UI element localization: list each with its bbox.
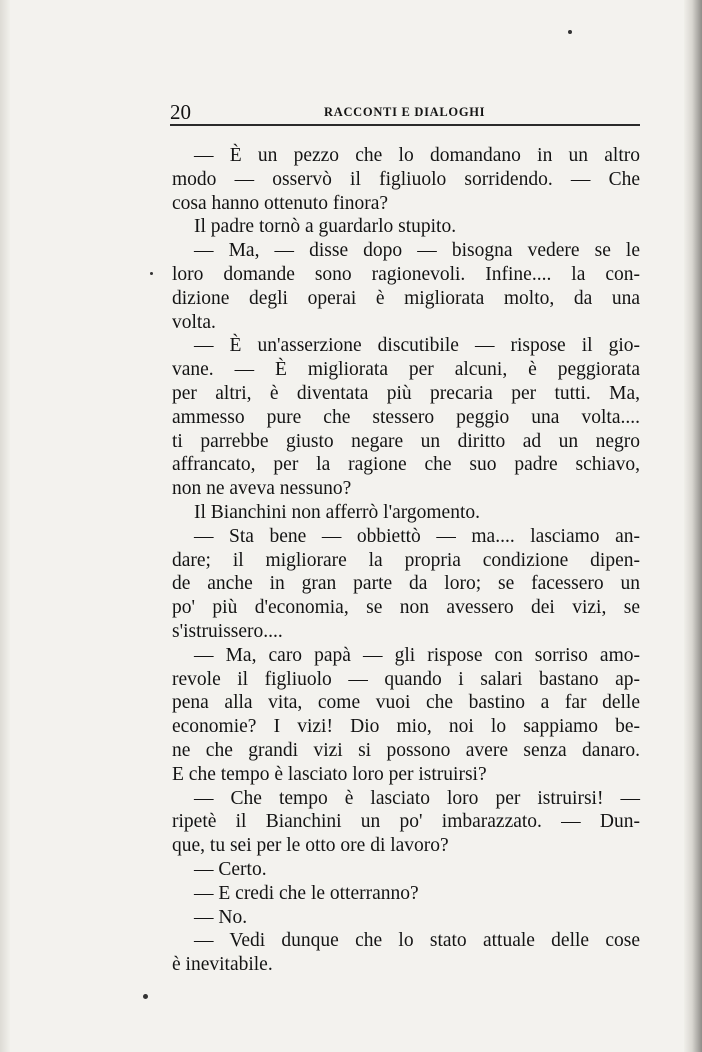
text-line: loro domande sono ragionevoli. Infine.... la con- bbox=[172, 263, 640, 285]
text-line: vane. — È migliorata per alcuni, è peggiorata bbox=[172, 359, 640, 381]
text-line: modo — osservò il figliuolo sorridendo. — Che bbox=[172, 168, 640, 190]
page-gutter-shadow bbox=[0, 0, 10, 1052]
text-line: — Ma, caro papà — gli rispose con sorriso amo- bbox=[194, 644, 640, 666]
text-line: cosa hanno ottenuto finora? bbox=[172, 192, 389, 214]
text-line: — Vedi dunque che lo stato attuale delle cose bbox=[194, 930, 640, 952]
ink-speck bbox=[143, 994, 148, 999]
page-number: 20 bbox=[170, 100, 191, 124]
text-line: Il padre tornò a guardarlo stupito. bbox=[194, 216, 457, 238]
text-line: — Sta bene — obbiettò — ma.... lasciamo an- bbox=[194, 525, 640, 547]
page-edge-shadow bbox=[684, 0, 702, 1052]
text-line: Il Bianchini non afferrò l'argomento. bbox=[194, 501, 481, 523]
text-line: — Certo. bbox=[194, 858, 267, 880]
text-line: — Ma, — disse dopo — bisogna vedere se le bbox=[194, 240, 640, 262]
text-line: non ne aveva nessuno? bbox=[172, 478, 352, 500]
text-line: per altri, è diventata più precaria per tutti. Ma, bbox=[172, 382, 640, 404]
text-line: volta. bbox=[172, 311, 216, 333]
text-line: revole il figliuolo — quando i salari bastano ap- bbox=[172, 668, 640, 690]
text-line: — E credi che le otterranno? bbox=[194, 882, 419, 904]
text-line: — È un'asserzione discutibile — rispose il gio- bbox=[194, 335, 640, 357]
text-line: que, tu sei per le otto ore di lavoro? bbox=[172, 835, 449, 857]
ink-speck bbox=[150, 272, 153, 275]
text-line: — È un pezzo che lo domandano in un altro bbox=[194, 145, 640, 166]
text-line: pena alla vita, come vuoi che bastino a far delle bbox=[172, 692, 640, 714]
text-line: è inevitabile. bbox=[172, 954, 273, 976]
page-header bbox=[170, 100, 640, 122]
text-line: affrancato, per la ragione che suo padre schiavo, bbox=[172, 454, 640, 476]
text-line: ripetè il Bianchini un po' imbarazzato. — Dun- bbox=[172, 811, 640, 833]
header-rule bbox=[170, 124, 640, 126]
text-line: ne che grandi vizi si possono avere senza danaro. bbox=[172, 739, 640, 761]
text-line: po' più d'economia, se non avessero dei vizi, se bbox=[172, 597, 640, 619]
running-title: RACCONTI E DIALOGHI bbox=[324, 105, 486, 119]
text-line: ti parrebbe giusto negare un diritto ad un negro bbox=[172, 430, 640, 452]
text-line: dare; il migliorare la propria condizione dipen- bbox=[172, 549, 640, 571]
text-line: de anche in gran parte da loro; se facessero un bbox=[172, 573, 640, 595]
text-line: s'istruissero.... bbox=[172, 620, 283, 642]
text-line: — Che tempo è lasciato loro per istruirsi! — bbox=[194, 787, 640, 809]
ink-speck bbox=[568, 30, 572, 34]
text-line: economie? I vizi! Dio mio, noi lo sappiamo be- bbox=[172, 716, 640, 738]
text-line: E che tempo è lasciato loro per istruirsi? bbox=[172, 763, 487, 785]
body-text bbox=[172, 144, 640, 977]
text-line: ammesso pure che stessero peggio una volta.... bbox=[172, 406, 640, 428]
text-line: dizione degli operai è migliorata molto, da una bbox=[172, 287, 640, 309]
text-line: — No. bbox=[194, 906, 248, 928]
